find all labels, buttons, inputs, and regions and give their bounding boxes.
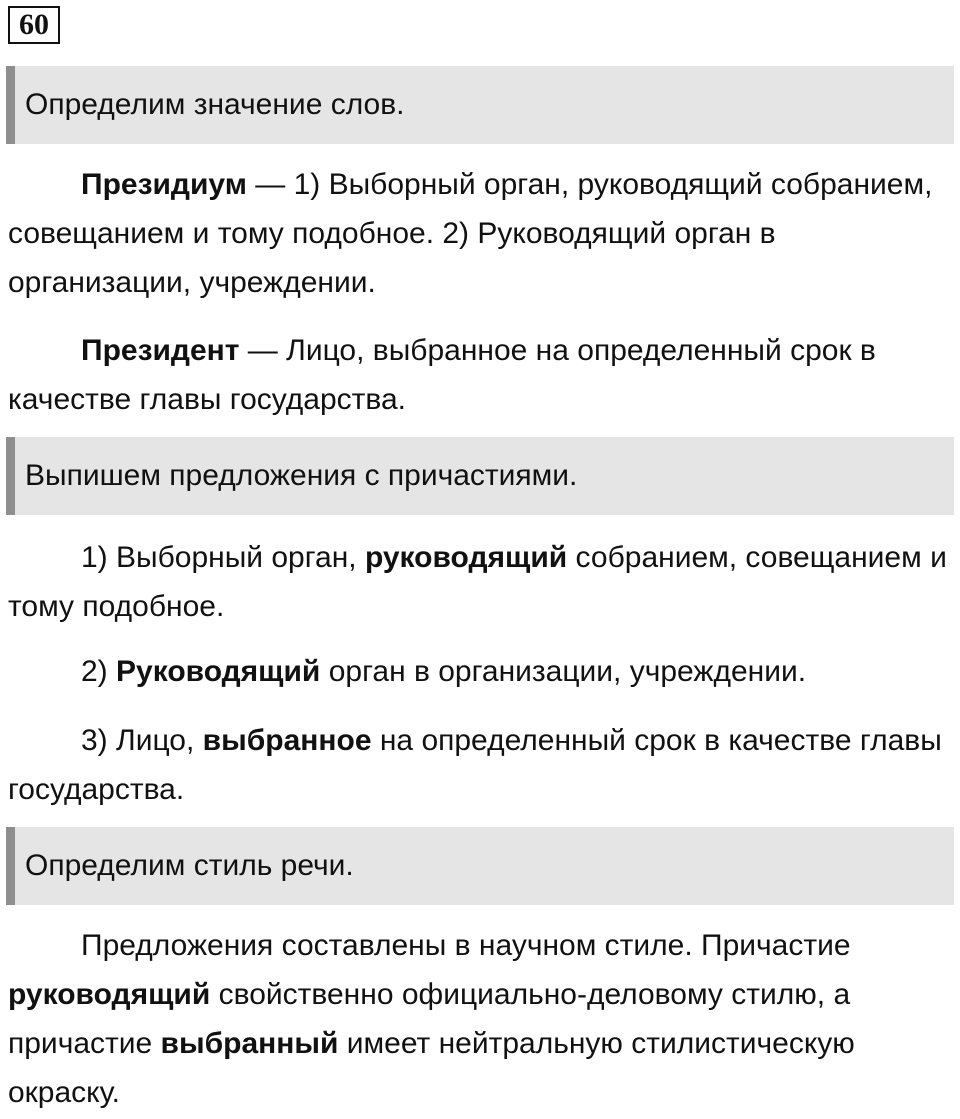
- conclusion-part-1: Предложения составлены в научном стиле. Причастие: [81, 929, 851, 962]
- sentence-1-before: 1) Выборный орган,: [81, 541, 365, 574]
- definition-president: [8, 326, 953, 424]
- section-heading-meaning: Определим значение слов.: [6, 66, 954, 144]
- sentence-3-after: на определенный срок в качестве главы государства.: [8, 724, 942, 806]
- conclusion-paragraph: [8, 921, 953, 1117]
- definition-presidium-text: — 1) Выборный орган, руководящий собранием, совещанием и тому подобное. 2) Руководящий орган в организации, учреждении.: [8, 168, 933, 299]
- term-presidium: Президиум: [81, 168, 247, 201]
- sentence-3: [8, 716, 953, 814]
- task-number-badge: 60: [8, 6, 60, 44]
- conclusion-part-2: свойственно официально-деловому стилю, а причастие: [8, 978, 851, 1060]
- sentence-2-participle: Руководящий: [116, 655, 321, 688]
- conclusion-word-1: руководящий: [8, 978, 211, 1011]
- section-heading-style: Определим стиль речи.: [6, 827, 954, 905]
- conclusion-word-2: выбранный: [160, 1027, 339, 1060]
- sentence-2: [8, 647, 953, 696]
- sentence-3-before: 3) Лицо,: [81, 724, 203, 757]
- sentence-1-participle: руководящий: [364, 541, 568, 574]
- conclusion-part-3: имеет нейтральную стилистическую окраску.: [8, 1027, 855, 1109]
- term-president: Президент: [81, 334, 240, 367]
- sentence-2-before: 2): [81, 655, 117, 688]
- sentence-1-after: собранием, совещанием и тому подобное.: [8, 541, 947, 623]
- sentence-3-participle: выбранное: [202, 724, 372, 757]
- definition-president-text: — Лицо, выбранное на определенный срок в качестве главы государства.: [8, 334, 876, 416]
- sentence-1: [8, 533, 953, 631]
- sentence-2-after: орган в организации, учреждении.: [320, 655, 807, 688]
- definition-presidium: [8, 160, 953, 307]
- section-heading-participles: Выпишем предложения с причастиями.: [6, 437, 954, 515]
